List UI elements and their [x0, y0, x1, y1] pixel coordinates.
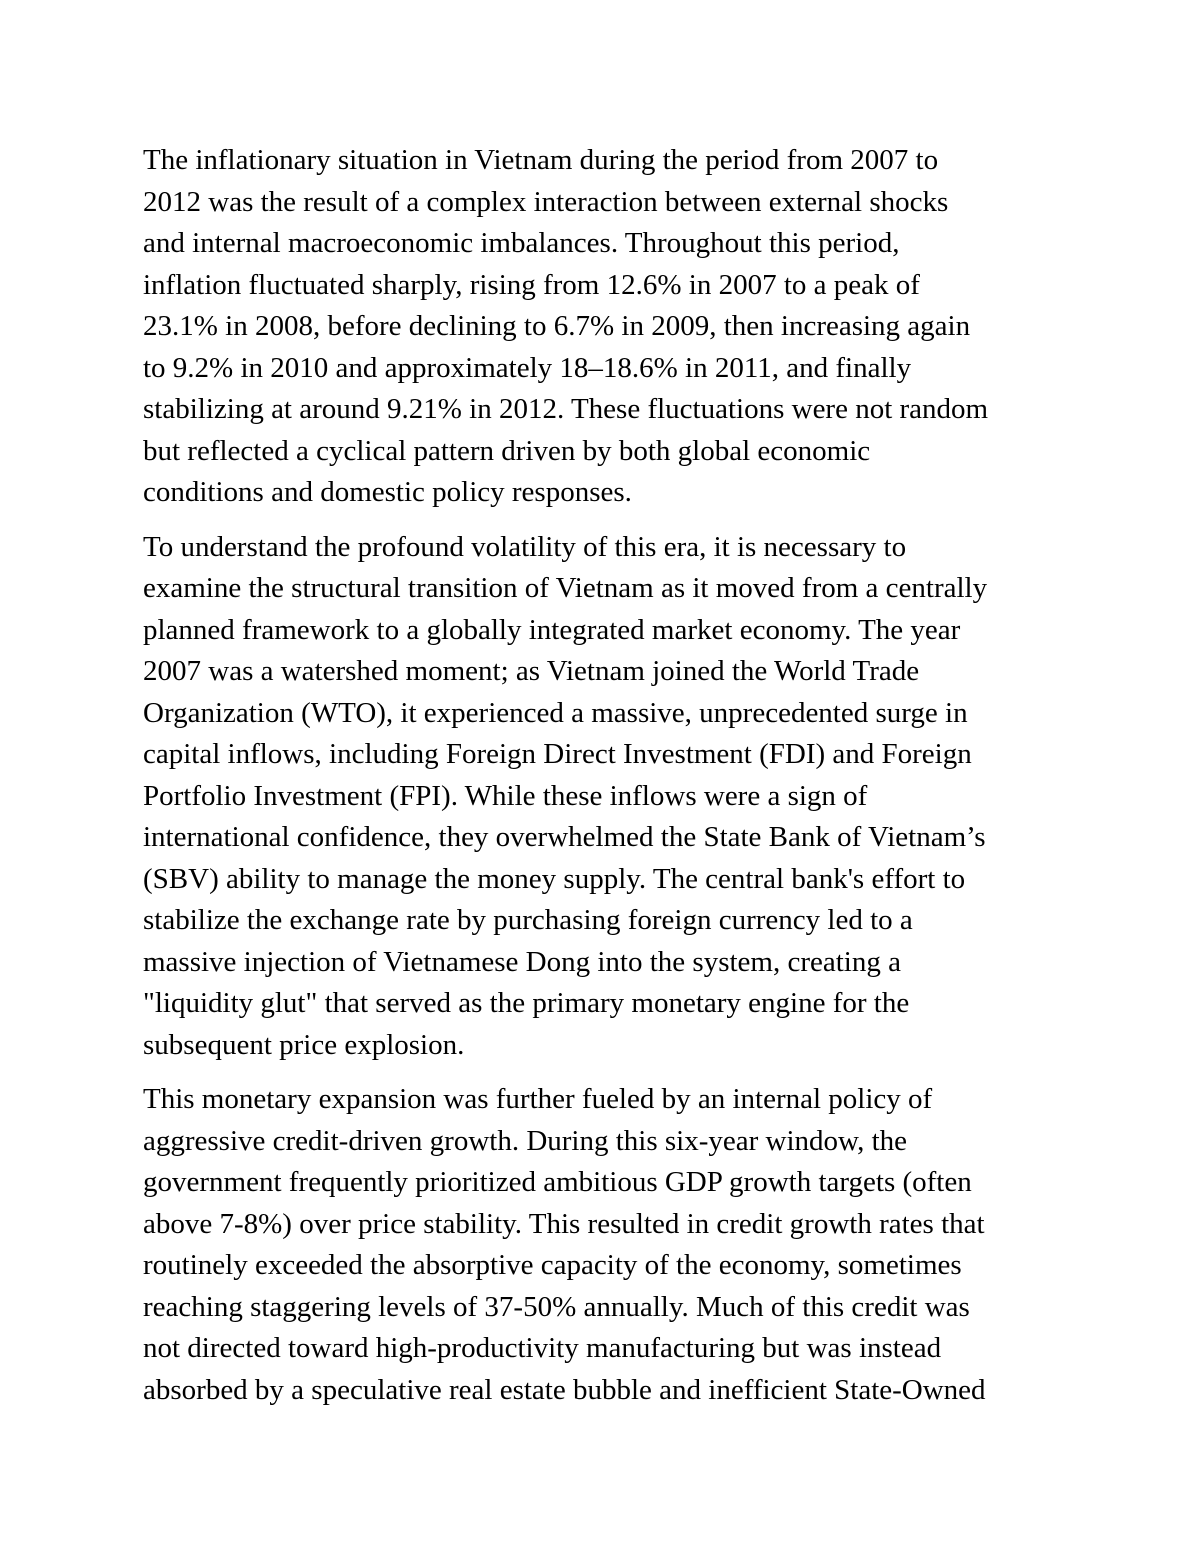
text-line: 23.1% in 2008, before declining to 6.7% in 2009, then increasing again	[143, 310, 971, 342]
text-line: To understand the profound volatility of this era, it is necessary to	[143, 530, 907, 563]
text-line: routinely exceeded the absorptive capacity of the economy, sometimes	[143, 1249, 962, 1281]
text-line: 2012 was the result of a complex interaction between external shocks	[143, 185, 949, 218]
text-line: stabilizing at around 9.21% in 2012. These fluctuations were not random	[143, 393, 989, 425]
text-line: examine the structural transition of Vietnam as it moved from a centrally	[143, 572, 988, 604]
text-line: reaching staggering levels of 37-50% annually. Much of this credit was	[143, 1290, 970, 1323]
text-line: This monetary expansion was further fueled by an internal policy of	[143, 1083, 933, 1115]
paragraph-1	[143, 140, 1073, 514]
text-line: The inflationary situation in Vietnam during the period from 2007 to	[143, 144, 939, 176]
text-line: Portfolio Investment (FPI). While these inflows were a sign of	[143, 779, 868, 812]
text-line: aggressive credit-driven growth. During this six-year window, the	[143, 1124, 908, 1157]
text-line: not directed toward high-productivity manufacturing but was instead	[143, 1332, 942, 1364]
text-line: inflation fluctuated sharply, rising from 12.6% in 2007 to a peak of	[143, 268, 920, 301]
text-line: planned framework to a globally integrated market economy. The year	[143, 613, 961, 646]
text-line: absorbed by a speculative real estate bubble and inefficient State-Owned	[143, 1373, 986, 1406]
text-line: Organization (WTO), it experienced a massive, unprecedented surge in	[143, 696, 968, 729]
paragraph-2	[143, 527, 1073, 1067]
document-body	[143, 140, 1073, 1411]
text-line: government frequently prioritized ambitious GDP growth targets (often	[143, 1166, 972, 1198]
text-line: (SBV) ability to manage the money supply. The central bank's effort to	[143, 862, 966, 895]
text-line: conditions and domestic policy responses.	[143, 476, 632, 508]
text-line: subsequent price explosion.	[143, 1028, 465, 1061]
paragraph-3	[143, 1079, 1073, 1411]
text-line: but reflected a cyclical pattern driven by both global economic	[143, 434, 871, 467]
text-line: massive injection of Vietnamese Dong into the system, creating a	[143, 945, 901, 978]
text-line: and internal macroeconomic imbalances. Throughout this period,	[143, 227, 900, 259]
text-line: above 7-8%) over price stability. This resulted in credit growth rates that	[143, 1207, 985, 1240]
text-line: "liquidity glut" that served as the primary monetary engine for the	[143, 987, 910, 1019]
text-line: 2007 was a watershed moment; as Vietnam joined the World Trade	[143, 655, 920, 687]
text-line: international confidence, they overwhelmed the State Bank of Vietnam’s	[143, 821, 986, 853]
text-line: to 9.2% in 2010 and approximately 18–18.6% in 2011, and finally	[143, 351, 912, 384]
text-line: capital inflows, including Foreign Direct Investment (FDI) and Foreign	[143, 738, 972, 770]
text-line: stabilize the exchange rate by purchasing foreign currency led to a	[143, 904, 913, 936]
